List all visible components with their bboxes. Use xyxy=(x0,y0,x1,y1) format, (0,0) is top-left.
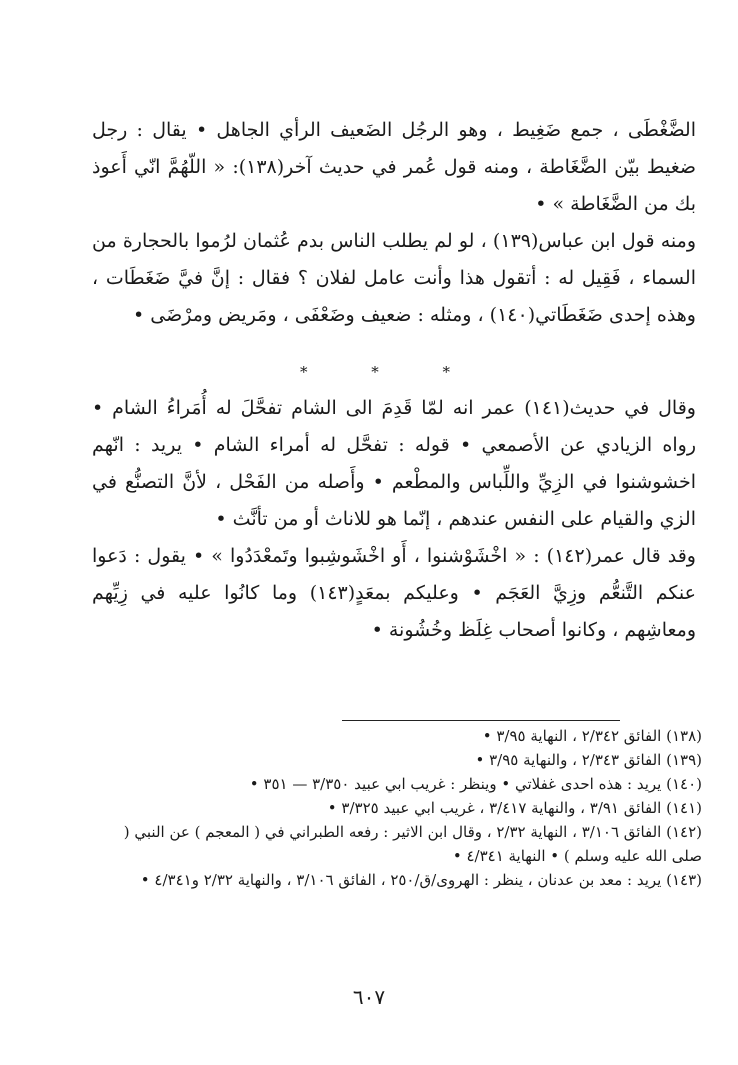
footnote-139: (١٣٩) الفائق ٢/٣٤٣ ، والنهاية ٣/٩٥ • xyxy=(475,751,702,769)
body-text xyxy=(92,112,696,334)
page-number: ٦٠٧ xyxy=(352,985,386,1009)
paragraph-2: ومنه قول ابن عباس(١٣٩) ، لو لم يطلب الناس بدم عُثمان لرُموا بالحجارة من السماء ، فَقِيل له : أتقول هذا وأنت عامل لفلان ؟ فقال : إنَّ فيَّ ضَغَطَات ، وهذه إحدى ضَغَطَاتي(١٤٠) ، ومثله : ضعيف وضَعْفَى ، ومَريض ومرْضَى • xyxy=(92,230,697,326)
paragraph-3: وقال في حديث(١٤١) عمر انه لمّا قَدِمَ الى الشام تفحَّلَ له أُمَراءُ الشام • رواه الزيادي عن الأصمعي • قوله : تفحَّل له أمراء الشام • يريد : انّهم اخشوشنوا في الزِيِّ واللِّباس والمطْعم • وأَصله من الفَحْل ، لأنَّ التصنُّع في الزي والقيام على النفس عندهم ، إنّما هو للاناث أو من تأنَّث • xyxy=(92,397,696,530)
footnote-141: (١٤١) الفائق ٣/٩١ ، والنهاية ٣/٤١٧ ، غريب ابي عبيد ٣/٣٢٥ • xyxy=(327,799,702,817)
star-icon: * xyxy=(371,363,379,381)
footnotes xyxy=(92,724,702,892)
footnote-divider xyxy=(342,720,620,721)
star-icon: * xyxy=(442,363,450,381)
footnote-138: (١٣٨) الفائق ٢/٣٤٢ ، النهاية ٣/٩٥ • xyxy=(482,727,702,745)
star-icon: * xyxy=(300,363,308,381)
footnote-140: (١٤٠) يريد : هذه احدى غفلاتي • وينظر : غريب ابي عبيد ٣/٣٥٠ — ٣٥١ • xyxy=(249,775,702,793)
footnote-142: (١٤٢) الفائق ٣/١٠٦ ، النهاية ٢/٣٢ ، وقال ابن الاثير : رفعه الطبراني في ( المعجم ) عن النبي ( صلى الله عليه وسلم ) • النهاية ٤/٣٤١ • xyxy=(123,823,702,865)
body-text-second-section xyxy=(92,390,696,649)
paragraph-1: الضَّغْطَى ، جمع ضَغِيط ، وهو الرجُل الضَعيف الرأي الجاهل • يقال : رجل ضغيط بيّن الضَّغَاطة ، ومنه قول عُمر في حديث آخر(١٣٨): « اللّهُمَّ انّي أَعوذ بك من الضَّغَاطة » • xyxy=(92,119,696,215)
footnote-143: (١٤٣) يريد : معد بن عدنان ، ينظر : الهروى/ق/٢٥٠ ، الفائق ٣/١٠٦ ، والنهاية ٢/٣٢ و٤/٣٤١ • xyxy=(140,871,702,889)
section-divider-stars xyxy=(300,362,450,382)
paragraph-4: وقد قال عمر(١٤٢) : « اخْشَوْشنوا ، أَو اخْشَوشِبوا وتَمعْدَدُوا » • يقول : دَعوا عنكم التَّنعُّم وزِيَّ العَجَم • وعليكم بمعَدٍ(١٤٣) وما كانُوا عليه في زِيِّهم ومعاشِهم ، وكانوا أصحاب غِلَظ وخُشُونة • xyxy=(92,545,696,641)
